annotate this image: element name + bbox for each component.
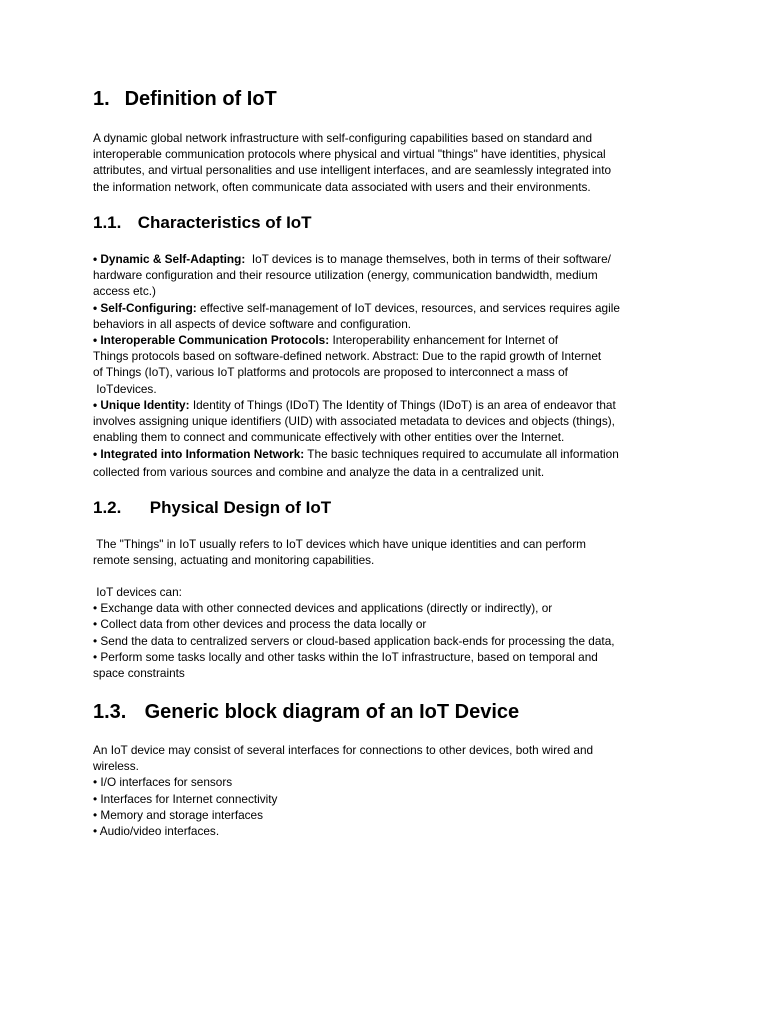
text-line: interoperable communication protocols where physical and virtual "things" have identities, physical xyxy=(93,147,606,162)
heading-number: 1.2. xyxy=(93,498,122,517)
physical-intro xyxy=(93,536,683,568)
list-item: • Perform some tasks locally and other tasks within the IoT infrastructure, based on temporal and xyxy=(93,649,598,664)
text-line: Things protocols based on software-defined network. Abstract: Due to the rapid growth of Internet xyxy=(93,349,602,364)
list-item: • Collect data from other devices and process the data locally or xyxy=(93,617,427,632)
heading-number: 1.1. xyxy=(93,213,122,232)
text-line: wireless. xyxy=(93,759,139,774)
definition-paragraph xyxy=(93,130,683,195)
text-line: behaviors in all aspects of device software and configuration. xyxy=(93,316,412,331)
item-text: effective self-management of IoT devices, resources, and services requires agile xyxy=(196,300,620,315)
item-label: • Unique Identity: xyxy=(93,397,190,412)
characteristics-list xyxy=(93,251,683,481)
heading-title: Physical Design of IoT xyxy=(149,498,332,517)
item-text: IoT devices is to manage themselves, both in terms of their software/ xyxy=(245,252,611,266)
text-line: hardware configuration and their resource utilization (energy, communication bandwidth, medium xyxy=(93,268,598,283)
block-diagram-paragraph xyxy=(93,742,683,839)
text-line: attributes, and virtual personalities and use intelligent interfaces, and are seamlessly integrated into xyxy=(93,163,612,178)
text-line: involves assigning unique identifiers (UID) with associated metadata to devices and objects (things), xyxy=(93,414,615,429)
heading-block-diagram xyxy=(93,701,519,724)
text-line: the information network, often communicate data associated with users and their environments. xyxy=(93,179,591,194)
list-item: • Send the data to centralized servers or cloud-based application back-ends for processing the data, xyxy=(93,633,615,648)
text-line: collected from various sources and combine and analyze the data in a centralized unit. xyxy=(93,465,545,480)
text-line: The "Things" in IoT usually refers to IoT devices which have unique identities and can perform xyxy=(93,537,586,551)
heading-number: 1. xyxy=(93,88,110,110)
text-line: space constraints xyxy=(93,666,185,681)
text-line: An IoT device may consist of several interfaces for connections to other devices, both wired and xyxy=(93,743,594,757)
item-label: • Interoperable Communication Protocols: xyxy=(93,333,330,348)
text-line: A dynamic global network infrastructure with self-configuring capabilities based on standard and xyxy=(93,131,593,145)
item-text: Interoperability enhancement for Internet of xyxy=(329,333,559,348)
list-item-unique-identity xyxy=(93,397,683,413)
list-item-dynamic xyxy=(93,251,683,267)
text-line: IoT devices can: xyxy=(93,585,182,599)
text-line: access etc.) xyxy=(93,284,156,299)
heading-number: 1.3. xyxy=(93,701,127,723)
item-text: Identity of Things (IDoT) The Identity of Things (IDoT) is an area of endeavor that xyxy=(189,397,616,412)
list-item-interoperable xyxy=(93,332,683,348)
heading-definition xyxy=(93,88,277,111)
item-text: The basic techniques required to accumulate all information xyxy=(304,447,619,462)
heading-characteristics xyxy=(93,213,312,233)
text-line: remote sensing, actuating and monitoring capabilities. xyxy=(93,553,375,568)
heading-title: Characteristics of IoT xyxy=(137,213,312,232)
text-line: of Things (IoT), various IoT platforms and protocols are proposed to interconnect a mass of xyxy=(93,365,568,380)
heading-title: Generic block diagram of an IoT Device xyxy=(144,701,520,723)
item-label: • Dynamic & Self-Adapting: xyxy=(93,252,246,266)
heading-physical-design xyxy=(93,498,331,518)
item-label: • Self-Configuring: xyxy=(93,300,197,315)
list-item-integrated xyxy=(93,445,683,463)
text-line: enabling them to connect and communicate effectively with other entities over the Internet. xyxy=(93,430,565,445)
heading-title: Definition of IoT xyxy=(124,88,277,110)
list-item: • Memory and storage interfaces xyxy=(93,807,264,822)
list-item: • Exchange data with other connected devices and applications (directly or indirectly), or xyxy=(93,601,553,616)
list-item-self-configuring xyxy=(93,300,683,316)
text-line: IoTdevices. xyxy=(93,381,157,396)
list-item: • Audio/video interfaces. xyxy=(93,824,220,839)
list-item: • I/O interfaces for sensors xyxy=(93,775,233,790)
list-item: • Interfaces for Internet connectivity xyxy=(93,791,278,806)
physical-capabilities xyxy=(93,584,683,681)
item-label: • Integrated into Information Network: xyxy=(93,447,305,462)
